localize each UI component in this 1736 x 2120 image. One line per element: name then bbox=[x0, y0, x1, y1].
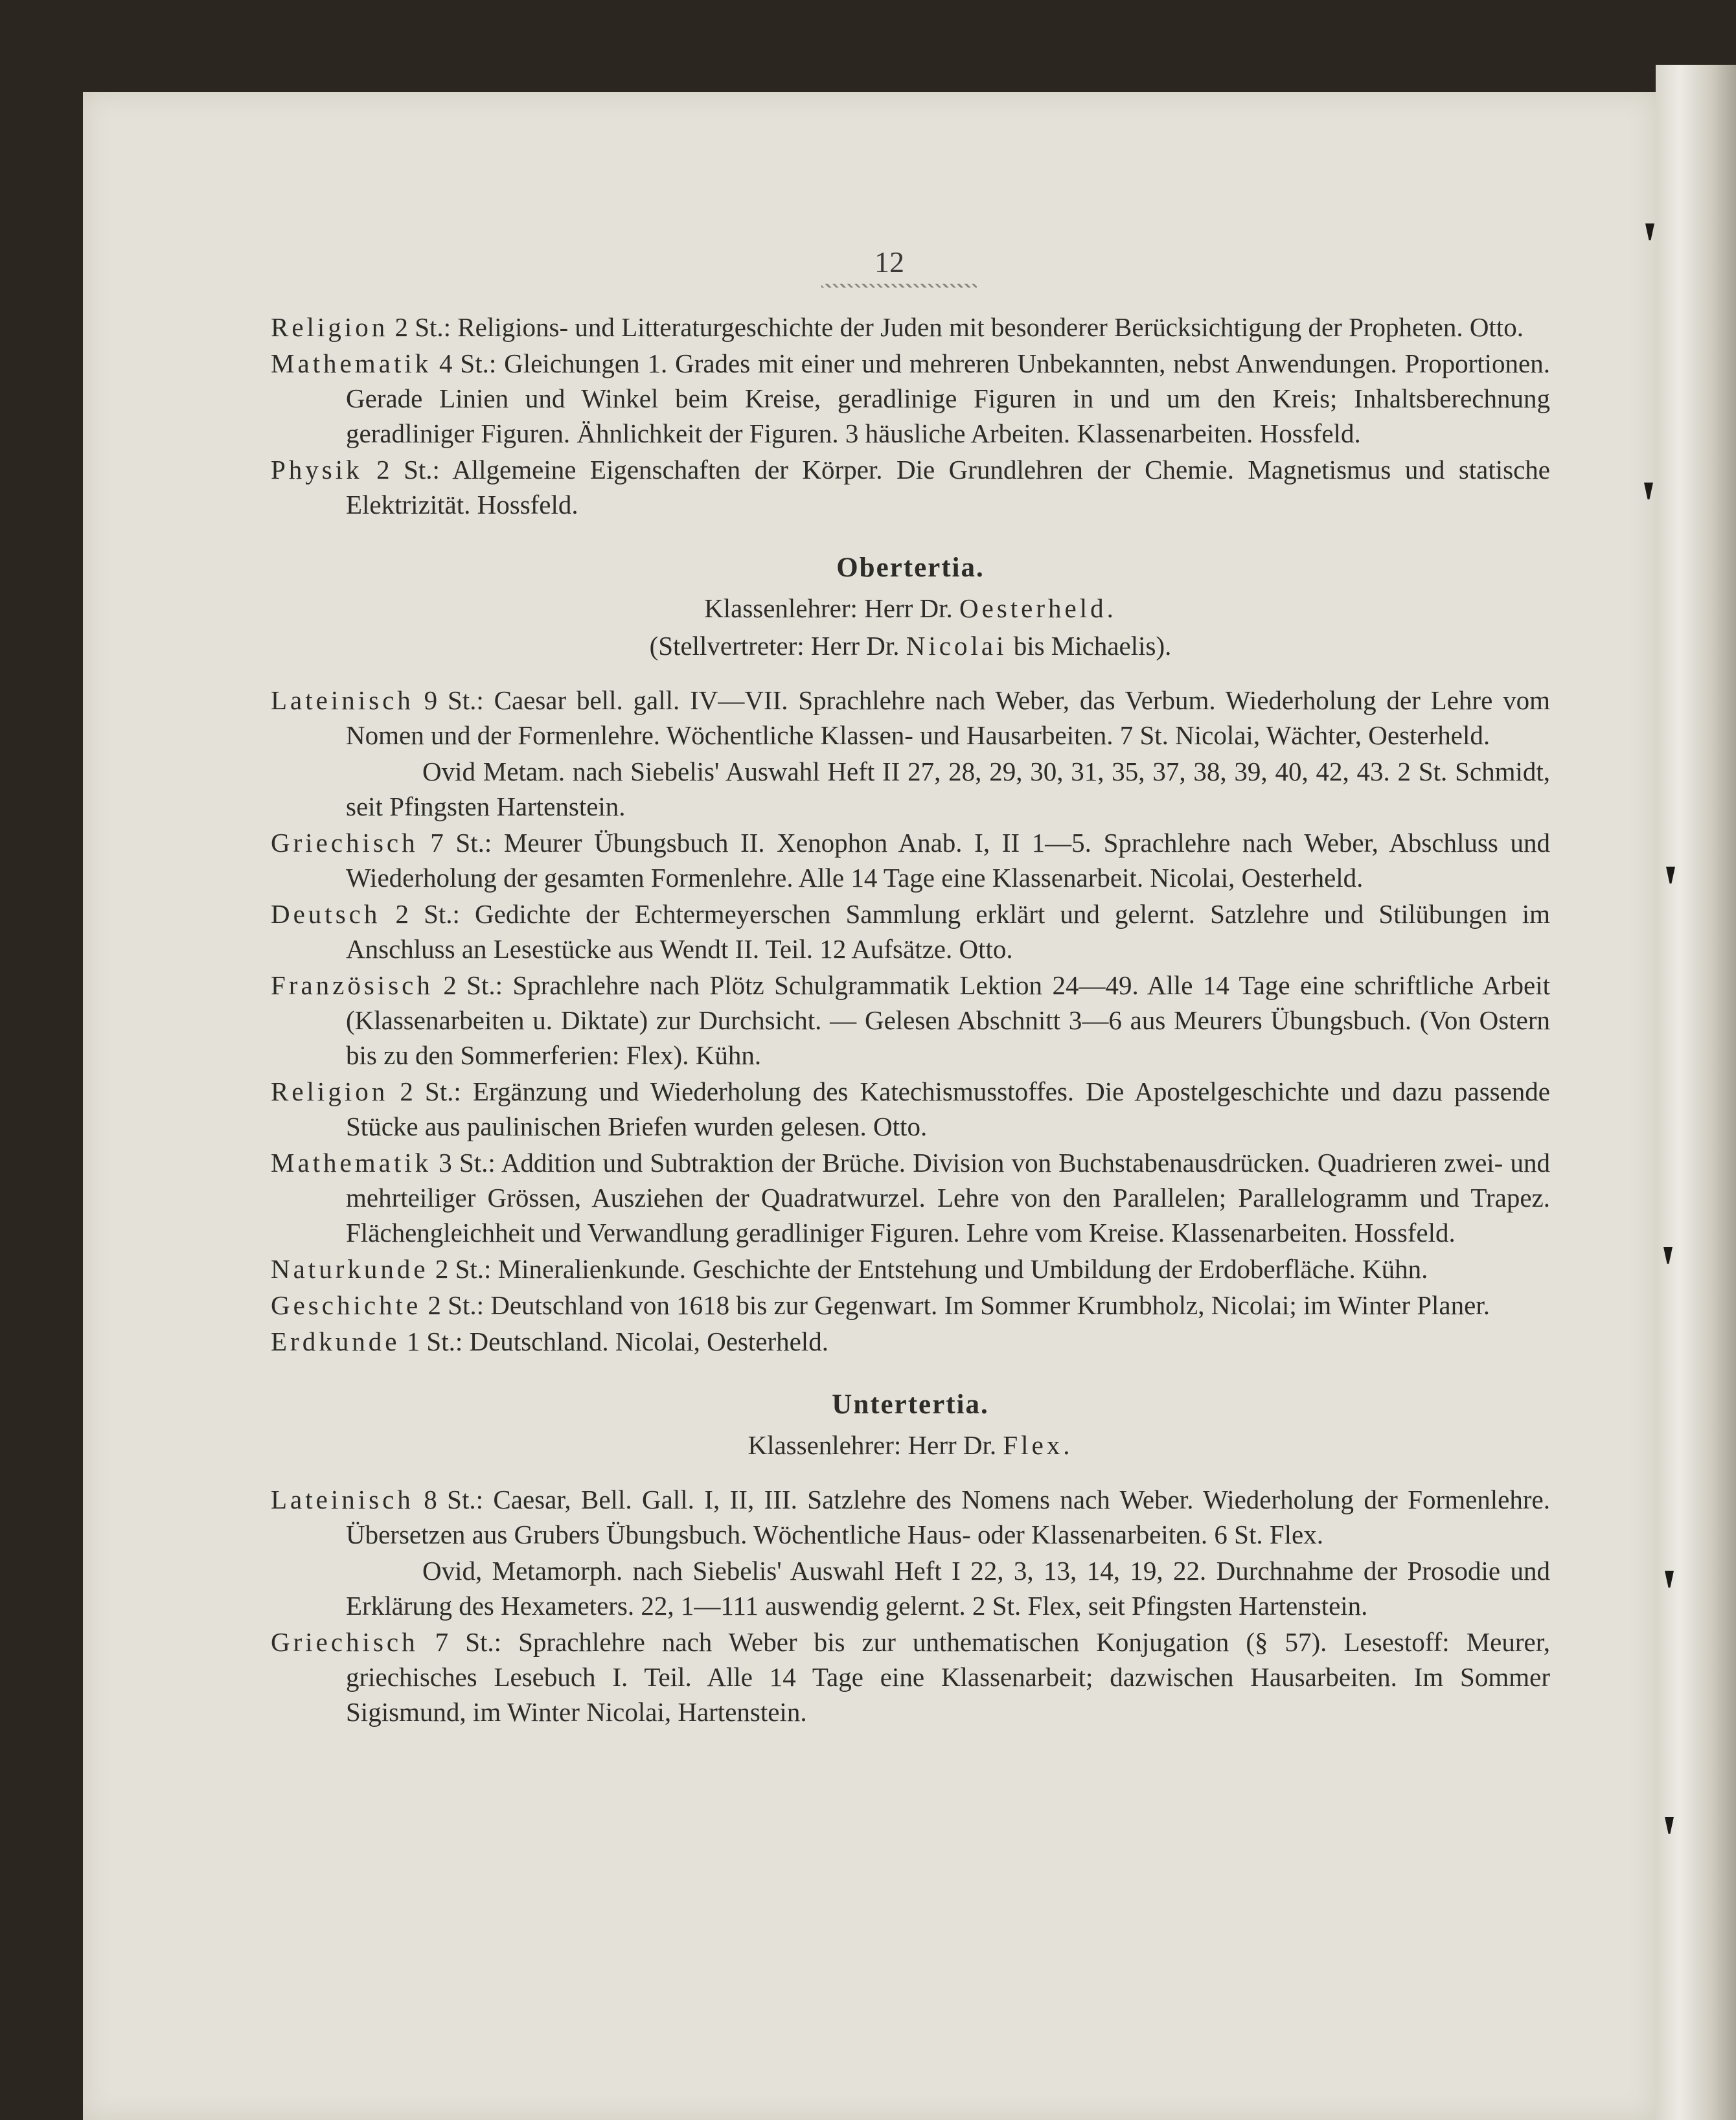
entry-erdkunde bbox=[271, 1324, 1550, 1359]
entry-ovid: Ovid Metam. nach Siebelis' Auswahl Heft II 27, 28, 29, 30, 31, 35, 37, 38, 39, 40, 42, 43. 2 St. Schmidt, seit Pfingsten Hartenstein. bbox=[346, 757, 1550, 821]
deputy-name: Nicolai bbox=[906, 631, 1007, 661]
subject-label: Physik bbox=[271, 455, 363, 484]
subject-label: Griechisch bbox=[271, 1627, 418, 1657]
teacher-prefix: Klassenlehrer: Herr Dr. bbox=[748, 1430, 1003, 1460]
entry-franzoesisch bbox=[271, 968, 1550, 1073]
entry-text: 2 St.: Deutschland von 1618 bis zur Gegenwart. Im Sommer Krumbholz, Nicolai; im Winter Planer. bbox=[421, 1290, 1490, 1320]
subject-label: Erdkunde bbox=[271, 1327, 400, 1356]
entry-text: 2 St.: Allgemeine Eigenschaften der Körper. Die Grundlehren der Chemie. Magnetismus und statische Elektrizität. Hossfeld. bbox=[346, 455, 1550, 519]
teacher-name: Flex. bbox=[1003, 1430, 1073, 1460]
entry-mathematik bbox=[271, 1145, 1550, 1250]
deputy-suffix: bis Michaelis). bbox=[1007, 631, 1172, 661]
class-teacher-line bbox=[271, 1428, 1550, 1463]
entry-mathematik bbox=[271, 346, 1550, 451]
subject-label: Religion bbox=[271, 312, 389, 342]
class-teacher-line bbox=[271, 591, 1550, 626]
subject-label: Französisch bbox=[271, 970, 433, 1000]
entry-text: 7 St.: Meurer Übungsbuch II. Xenophon Anab. I, II 1—5. Sprachlehre nach Weber, Abschluss und Wiederholung der gesamten Formenlehre. Alle 14 Tage eine Klassenarbeit. Nicolai, Oesterheld. bbox=[346, 828, 1550, 893]
book-spine-edge bbox=[1656, 65, 1736, 2120]
subject-label: Deutsch bbox=[271, 899, 381, 929]
deputy-prefix: (Stellvertreter: Herr Dr. bbox=[649, 631, 906, 661]
subject-label: Mathematik bbox=[271, 348, 432, 378]
entry-text: 2 St.: Gedichte der Echtermeyerschen Sammlung erklärt und gelernt. Satzlehre und Stilübungen im Anschluss an Lesestücke aus Wendt II. Teil. 12 Aufsätze. Otto. bbox=[346, 899, 1550, 964]
entry-ovid: Ovid, Metamorph. nach Siebelis' Auswahl Heft I 22, 3, 13, 14, 19, 22. Durchnahme der Prosodie und Erklärung des Hexameters. 22, 1—111 auswendig gelernt. 2 St. Flex, seit Pfingsten Hartenstein. bbox=[346, 1556, 1550, 1621]
entry-text: 8 St.: Caesar, Bell. Gall. I, II, III. Satzlehre des Nomens nach Weber. Wiederholung der Formenlehre. Übersetzen aus Grubers Übungsbuch. Wöchentliche Haus- oder Klassenarbeiten. 6 St. Flex. bbox=[346, 1485, 1550, 1549]
entry-text: 2 St.: Sprachlehre nach Plötz Schulgrammatik Lektion 24—49. Alle 14 Tage eine schriftliche Arbeit (Klassenarbeiten u. Diktate) zur Durchsicht. — Gelesen Abschnitt 3—6 aus Meurers Übungsbuch. (Von Ostern bis zu den Sommerferien: Flex). Kühn. bbox=[346, 970, 1550, 1070]
entry-text: 9 St.: Caesar bell. gall. IV—VII. Sprachlehre nach Weber, das Verbum. Wiederholung der Lehre vom Nomen und der Formenlehre. Wöchentliche Klassen- und Hausarbeiten. 7 St. Nicolai, Wächter, Oesterheld. bbox=[346, 685, 1550, 750]
subject-label: Geschichte bbox=[271, 1290, 422, 1320]
entry-text: 2 St.: Mineralienkunde. Geschichte der Entstehung und Umbildung der Erdoberfläche. Kühn. bbox=[428, 1254, 1428, 1284]
entry-lateinisch bbox=[271, 1482, 1550, 1552]
subject-label: Religion bbox=[271, 1077, 389, 1106]
page-number-rule bbox=[821, 284, 977, 288]
entry-text: 7 St.: Sprachlehre nach Weber bis zur unthematischen Konjugation (§ 57). Lesestoff: Meurer, griechisches Lesebuch I. Teil. Alle 14 Tage eine Klassenarbeit; dazwischen Hausarbeiten. Im Sommer Sigismund, im Winter Nicolai, Hartenstein. bbox=[346, 1627, 1550, 1727]
subject-label: Lateinisch bbox=[271, 685, 414, 715]
entry-griechisch bbox=[271, 1624, 1550, 1729]
entry-griechisch bbox=[271, 825, 1550, 895]
entry-deutsch bbox=[271, 896, 1550, 966]
entry-lateinisch bbox=[271, 683, 1550, 753]
entry-text: 1 St.: Deutschland. Nicolai, Oesterheld. bbox=[400, 1327, 828, 1356]
entry-religion bbox=[271, 1074, 1550, 1144]
page-number: 12 bbox=[874, 245, 904, 279]
entry-religion bbox=[271, 310, 1550, 345]
subject-label: Griechisch bbox=[271, 828, 418, 858]
entry-text: 2 St.: Ergänzung und Wiederholung des Katechismusstoffes. Die Apostelgeschichte und dazu passende Stücke aus paulinischen Briefen wurden gelesen. Otto. bbox=[346, 1077, 1550, 1141]
subject-label: Naturkunde bbox=[271, 1254, 429, 1284]
section-title-untertertia: Untertertia. bbox=[832, 1389, 989, 1420]
entry-text: 3 St.: Addition und Subtraktion der Brüche. Division von Buchstabenausdrücken. Quadrieren zwei- und mehrteiliger Grössen, Ausziehen der Quadratwurzel. Lehre von den Parallelen; Parallelogramm und Trapez. Flächengleichheit und Verwandlung geradliniger Figuren. Lehre vom Kreise. Klassenarbeiten. Hossfeld. bbox=[346, 1148, 1550, 1248]
subject-label: Lateinisch bbox=[271, 1485, 414, 1514]
section-title-obertertia: Obertertia. bbox=[836, 553, 985, 583]
subject-label: Mathematik bbox=[271, 1148, 432, 1178]
entry-text: 4 St.: Gleichungen 1. Grades mit einer und mehreren Unbekannten, nebst Anwendungen. Proportionen. Gerade Linien und Winkel beim Kreise, geradlinige Figuren in und um den Kreis; Inhaltsberechnung geradliniger Figuren. Ähnlichkeit der Figuren. 3 häusliche Arbeiten. Klassenarbeiten. Hossfeld. bbox=[346, 348, 1550, 448]
page-text bbox=[271, 310, 1550, 1731]
teacher-name: Oesterheld. bbox=[959, 593, 1117, 623]
entry-geschichte bbox=[271, 1288, 1550, 1323]
deputy-teacher-line bbox=[271, 628, 1550, 663]
entry-physik bbox=[271, 452, 1550, 522]
entry-text: 2 St.: Religions- und Litteraturgeschichte der Juden mit besonderer Berücksichtigung der Propheten. Otto. bbox=[388, 312, 1524, 342]
teacher-prefix: Klassenlehrer: Herr Dr. bbox=[704, 593, 960, 623]
entry-naturkunde bbox=[271, 1251, 1550, 1286]
